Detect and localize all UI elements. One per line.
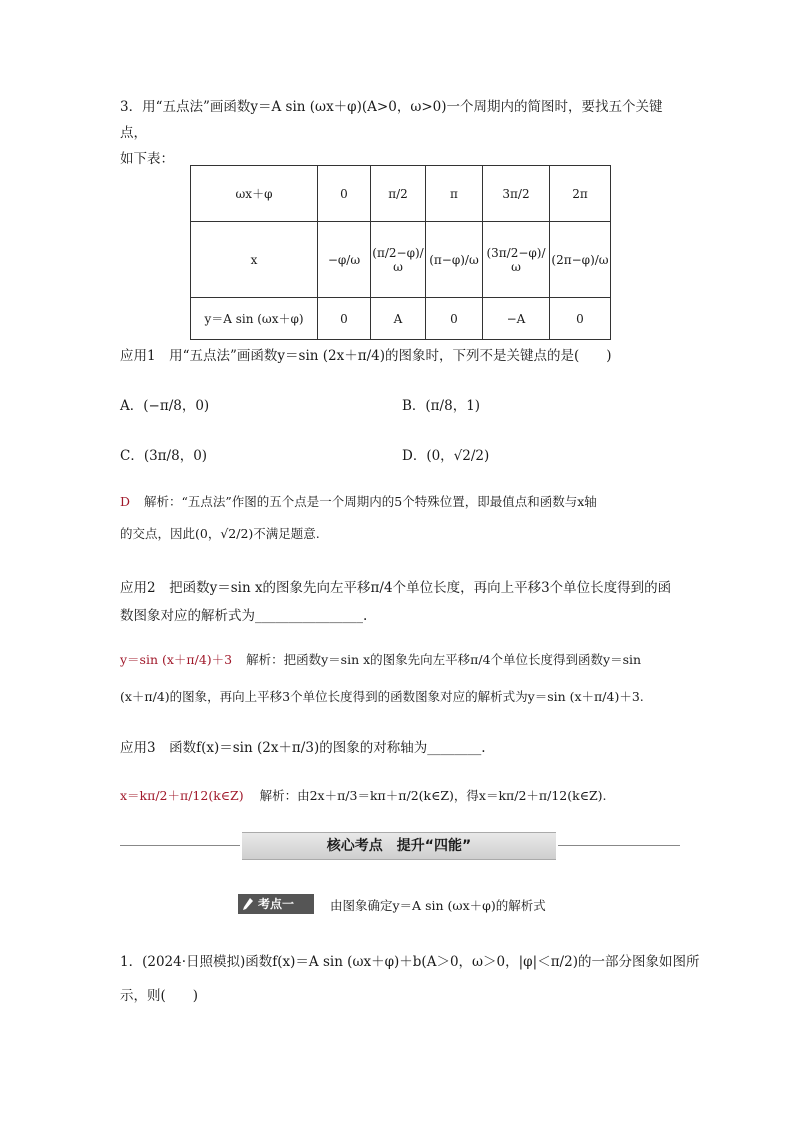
app1-option-a: A．(−π/8，0) (120, 398, 210, 414)
table-cell: 0 (426, 298, 483, 340)
table-cell: (3π/2−φ)/ω (483, 222, 550, 298)
app1-question: 应用1 用“五点法”画函数y＝sin (2x＋π/4)的图象时，下列不是关键点的是( ) (120, 348, 612, 364)
table-cell: 0 (318, 298, 371, 340)
app2-answer-label: y＝sin (x＋π/4)＋3 (120, 652, 233, 667)
kaodian-badge-label: 考点一 (258, 897, 295, 911)
app1-option-b: B．(π/8，1) (402, 398, 481, 414)
table-cell: 2π (550, 166, 611, 222)
table-row (191, 166, 611, 222)
app1-option-c: C．(3π/8，0) (120, 448, 208, 464)
app3-question: 应用3 函数f(x)＝sin (2x＋π/3)的图象的对称轴为________. (120, 740, 486, 756)
app2-question-line-2: 数图象对应的解析式为________________. (120, 608, 368, 624)
table-cell: 3π/2 (483, 166, 550, 222)
app2-answer-text: 解析：把函数y＝sin x的图象先向左平移π/4个单位长度得到函数y＝sin (246, 652, 642, 667)
table-cell: −A (483, 298, 550, 340)
table-cell: (2π−φ)/ω (550, 222, 611, 298)
table-row (191, 222, 611, 298)
table-cell: 0 (550, 298, 611, 340)
section-banner: 核心考点 提升“四能” (242, 832, 556, 860)
app1-answer-label: D (120, 494, 131, 509)
app2-answer-line-1 (120, 650, 641, 668)
app3-answer-label: x＝kπ/2＋π/12(k∈Z) (120, 788, 244, 803)
table-cell: A (371, 298, 426, 340)
table-cell: π (426, 166, 483, 222)
intro-line-1: 3．用“五点法”画函数y＝A sin (ωx＋φ)(A>0，ω>0)一个周期内的简图时，要找五个关键点， (120, 99, 663, 141)
kaodian-badge (238, 894, 314, 914)
banner-divider-right (558, 845, 680, 846)
app2-question-line-1: 应用2 把函数y＝sin x的图象先向左平移π/4个单位长度，再向上平移3个单位长度得到的函 (120, 580, 672, 596)
intro-paragraph (120, 94, 680, 172)
app1-answer-text: 解析：“五点法”作图的五个点是一个周期内的5个特殊位置，即最值点和函数与x轴 (144, 494, 597, 509)
app1-answer-line-2: 的交点，因此(0，√2/2)不满足题意. (120, 526, 320, 541)
app3-answer-text: 解析：由2x＋π/3＝kπ＋π/2(k∈Z)，得x＝kπ/2＋π/12(k∈Z). (259, 788, 607, 803)
app1-answer-line-1 (120, 492, 597, 510)
table-cell: (π/2−φ)/ω (371, 222, 426, 298)
banner-divider-left (120, 845, 240, 846)
q1-line-2: 示，则( ) (120, 988, 199, 1004)
table-cell: 0 (318, 166, 371, 222)
table-cell: ωx＋φ (191, 166, 318, 222)
five-point-table (190, 165, 611, 340)
table-cell: (π−φ)/ω (426, 222, 483, 298)
app1-option-d: D．(0，√2/2) (402, 448, 490, 464)
pencil-icon (242, 897, 254, 911)
intro-line-2: 如下表： (120, 151, 174, 167)
table-cell: x (191, 222, 318, 298)
kaodian-title: 由图象确定y＝A sin (ωx＋φ)的解析式 (330, 898, 546, 913)
table-row (191, 298, 611, 340)
table-cell: π/2 (371, 166, 426, 222)
q1-line-1: 1．(2024·日照模拟)函数f(x)＝A sin (ωx＋φ)＋b(A＞0，ω＞0，|φ|＜π/2)的一部分图象如图所 (120, 954, 700, 970)
table-cell: −φ/ω (318, 222, 371, 298)
app3-answer (120, 786, 607, 804)
table-cell: y＝A sin (ωx＋φ) (191, 298, 318, 340)
app2-answer-line-2: (x＋π/4)的图象，再向上平移3个单位长度得到的函数图象对应的解析式为y＝sin (x＋π/4)＋3. (120, 689, 644, 704)
